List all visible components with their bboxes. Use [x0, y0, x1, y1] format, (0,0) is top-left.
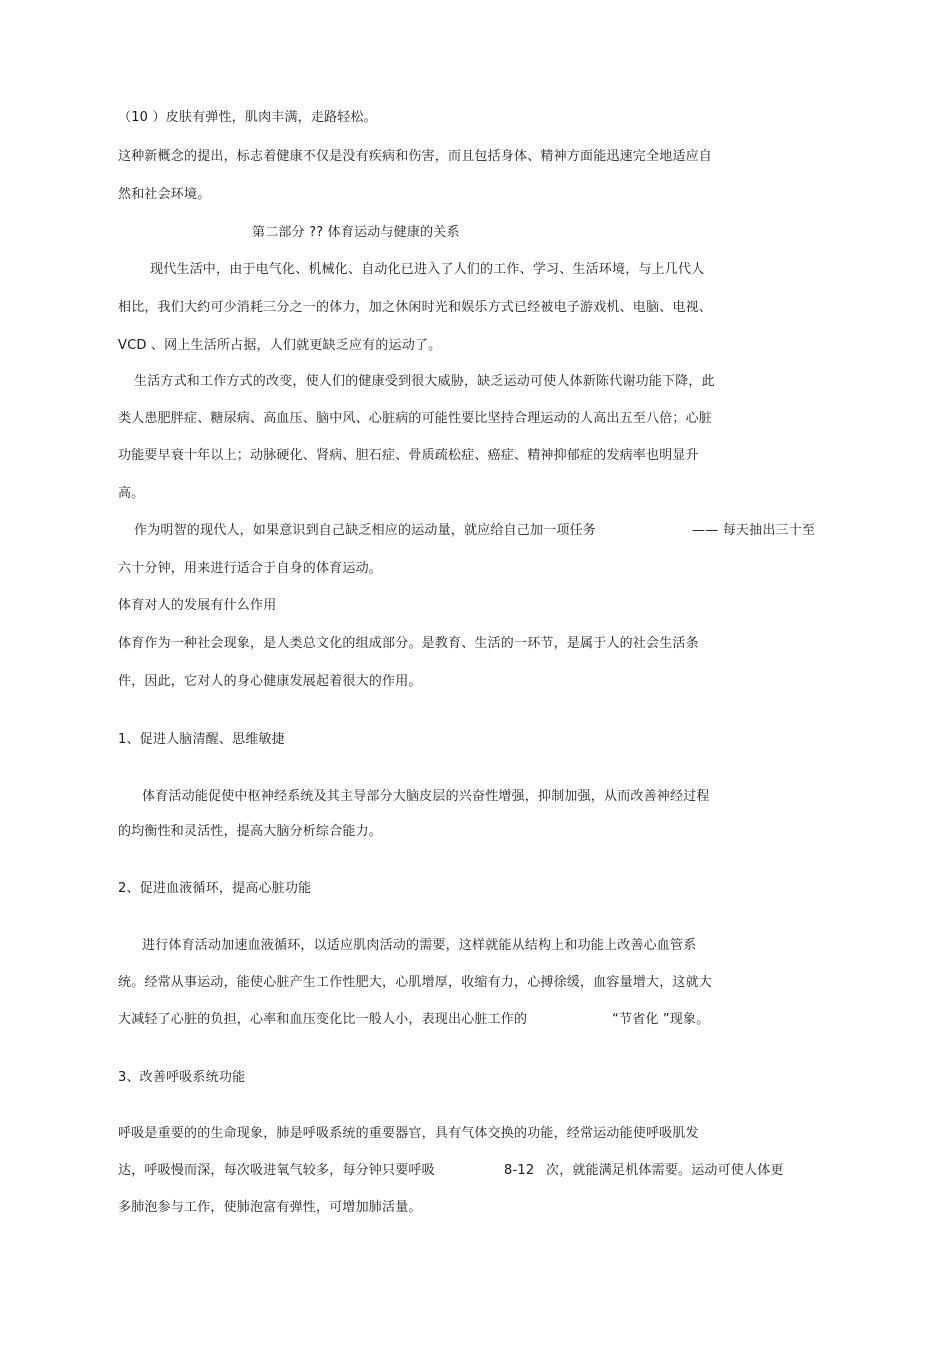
text-line: VCD 、网上生活所占据，人们就更缺乏应有的运动了。 [118, 338, 442, 353]
text-line: 大减轻了心脏的负担，心率和血压变化比一般人小，表现出心脏工作的 [118, 1012, 528, 1027]
numbered-heading: 3、改善呼吸系统功能 [118, 1070, 246, 1085]
text-line: 生活方式和工作方式的改变，使人们的健康受到很大威胁，缺乏运动可使人体新陈代谢功能下降，此 [134, 374, 715, 389]
text-line: 类人患肥胖症、糖尿病、高血压、脑中风、心脏病的可能性要比坚持合理运动的人高出五至八倍；心脏 [118, 411, 713, 426]
text-line: “节省化 ”现象。 [612, 1012, 710, 1027]
text-line: 达，呼吸慢而深，每次吸进氧气较多，每分钟只要呼吸 [118, 1163, 435, 1178]
text-line: 作为明智的现代人，如果意识到自己缺乏相应的运动量，就应给自己加一项任务 [134, 523, 597, 538]
text-line: （10 ）皮肤有弹性，肌肉丰满，走路轻松。 [118, 110, 377, 125]
text-line: 体育活动能促使中枢神经系统及其主导部分大脑皮层的兴奋性增强，抑制加强，从而改善神经过程 [142, 789, 710, 804]
text-line: 功能要早衰十年以上；动脉硬化、肾病、胆石症、骨质疏松症、癌症、精神抑郁症的发病率也明显升 [118, 448, 699, 463]
numbered-heading: 1、促进人脑清醒、思维敏捷 [118, 732, 285, 747]
text-line: 多肺泡参与工作，使肺泡富有弹性，可增加肺活量。 [118, 1200, 422, 1215]
section-heading: 第二部分 ?? 体育运动与健康的关系 [252, 225, 460, 240]
text-line: 统。经常从事运动，能使心脏产生工作性肥大，心肌增厚，收缩有力，心搏徐缓，血容量增大，这就大 [118, 975, 713, 990]
text-line: 高。 [118, 486, 145, 501]
numbered-heading: 2、促进血液循环，提高心脏功能 [118, 881, 312, 896]
text-line: 这种新概念的提出，标志着健康不仅是没有疾病和伤害，而且包括身体、精神方面能迅速完全地适应自 [118, 149, 713, 164]
text-line: 的均衡性和灵活性，提高大脑分析综合能力。 [118, 824, 383, 839]
text-line: —— 每天抽出三十至 [692, 523, 816, 538]
text-line: 六十分钟，用来进行适合于自身的体育运动。 [118, 561, 383, 576]
text-line: 然和社会环境。 [118, 187, 211, 202]
text-line: 件，因此，它对人的身心健康发展起着很大的作用。 [118, 674, 422, 689]
text-line: 进行体育活动加速血液循环，以适应肌肉活动的需要，这样就能从结构上和功能上改善心血管系 [142, 938, 697, 953]
text-line: 现代生活中，由于电气化、机械化、自动化已进入了人们的工作、学习、生活环境，与上几代人 [150, 262, 705, 277]
text-line: 相比，我们大约可少消耗三分之一的体力，加之休闲时光和娱乐方式已经被电子游戏机、电脑、电视、 [118, 300, 713, 315]
text-line: 次，就能满足机体需要。运动可使人体更 [546, 1163, 784, 1178]
text-line: 体育作为一种社会现象，是人类总文化的组成部分。是教育、生活的一环节，是属于人的社会生活条 [118, 636, 699, 651]
text-line: 呼吸是重要的的生命现象，肺是呼吸系统的重要器官，具有气体交换的功能，经常运动能使呼吸肌发 [118, 1126, 699, 1141]
subheading: 体育对人的发展有什么作用 [118, 598, 277, 613]
text-line: 8-12 [504, 1163, 535, 1178]
